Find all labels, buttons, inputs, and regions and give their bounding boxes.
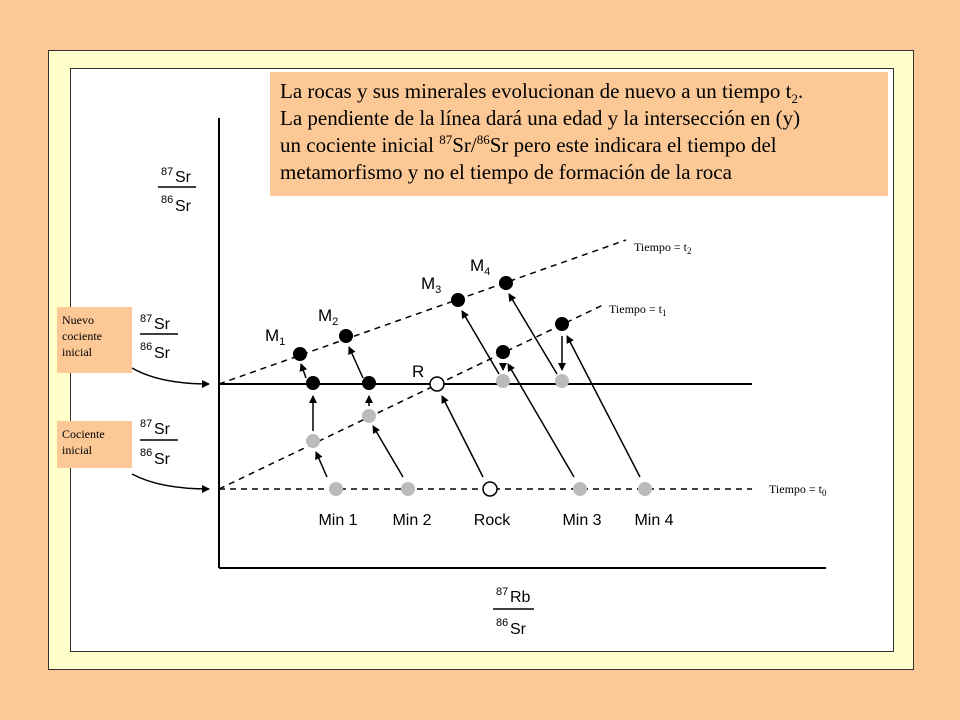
callout-initial-ratio: Cociente inicial xyxy=(57,421,132,468)
svg-text:86: 86 xyxy=(140,341,153,353)
point-min4-new xyxy=(555,317,569,331)
sample-min4: Min 4 xyxy=(634,512,674,529)
label-time-t1: Tiempo = $t_1$ xyxy=(609,302,667,318)
point-min3-t1 xyxy=(496,374,510,388)
arrow-min2-to-t1 xyxy=(373,426,403,477)
arrow-M1 xyxy=(301,364,306,378)
y-axis-label xyxy=(158,166,196,215)
new-initial-ratio-label xyxy=(140,313,178,362)
svg-text:87: 87 xyxy=(140,313,153,325)
sample-min2: Min 2 xyxy=(392,512,432,529)
point-min1-new xyxy=(306,376,320,390)
point-min4-t0 xyxy=(638,482,652,496)
explanation-line-2: La pendiente de la línea dará una edad y la intersección en (y) xyxy=(280,106,801,130)
label-M2: $M_2$ xyxy=(318,306,339,328)
label-time-t2: Tiempo = $t_2$ xyxy=(634,240,692,256)
label-time-t0: Tiempo = $t_0$ xyxy=(769,482,827,498)
explanation-text-box xyxy=(270,72,888,196)
x-axis-label xyxy=(493,586,534,638)
sample-rock: Rock xyxy=(473,512,511,529)
svg-text:86: 86 xyxy=(161,194,174,206)
point-M1 xyxy=(293,347,307,361)
explanation-line-3: un cociente inicial $^{87}$Sr/$^{86}$Sr pero este indicara el tiempo del xyxy=(280,132,777,157)
svg-text:87: 87 xyxy=(161,166,174,178)
label-R: R xyxy=(412,362,425,381)
svg-text:87: 87 xyxy=(496,586,509,598)
explanation-line-1: La rocas y sus minerales evolucionan de nuevo a un tiempo $t_2$. xyxy=(280,79,804,107)
sample-min1: Min 1 xyxy=(318,512,358,529)
point-R xyxy=(430,377,444,391)
point-min2-t0 xyxy=(401,482,415,496)
sample-min3: Min 3 xyxy=(562,512,602,529)
label-M1: $M_1$ xyxy=(265,326,286,348)
arrow-rock-to-R xyxy=(442,396,483,477)
point-min1-t0 xyxy=(329,482,343,496)
label-M4: $M_4$ xyxy=(470,256,491,278)
point-min3-t0 xyxy=(573,482,587,496)
svg-text:86: 86 xyxy=(140,447,153,459)
svg-text:Sr: Sr xyxy=(175,198,191,215)
point-min4-t1 xyxy=(555,374,569,388)
point-min2-new xyxy=(362,376,376,390)
explanation-line-4: metamorfismo y no el tiempo de formación de la roca xyxy=(280,160,732,184)
point-M2 xyxy=(339,329,353,343)
svg-text:Sr: Sr xyxy=(154,421,170,438)
point-M3 xyxy=(451,293,465,307)
callout-new-initial-ratio: Nuevo cociente inicial xyxy=(57,307,132,373)
initial-ratio-label xyxy=(140,418,178,468)
svg-text:Rb: Rb xyxy=(510,589,531,606)
initial-pointer xyxy=(132,474,209,489)
arrow-min1-to-t1 xyxy=(316,452,327,477)
new-initial-pointer xyxy=(132,368,209,384)
label-M3: $M_3$ xyxy=(421,274,442,296)
svg-text:Sr: Sr xyxy=(154,316,170,333)
arrow-M4 xyxy=(509,294,557,374)
svg-text:Sr: Sr xyxy=(154,451,170,468)
point-rock-t0 xyxy=(483,482,497,496)
svg-text:Sr: Sr xyxy=(175,169,191,186)
point-M4 xyxy=(499,276,513,290)
svg-text:Sr: Sr xyxy=(154,345,170,362)
point-min2-t1 xyxy=(362,409,376,423)
arrow-M2 xyxy=(349,347,363,378)
arrow-M3 xyxy=(462,311,499,374)
point-min3-new xyxy=(496,345,510,359)
arrow-min4-to-t1 xyxy=(567,336,640,477)
svg-text:87: 87 xyxy=(140,418,153,430)
svg-text:Sr: Sr xyxy=(510,621,526,638)
svg-text:86: 86 xyxy=(496,617,509,629)
point-min1-t1 xyxy=(306,434,320,448)
